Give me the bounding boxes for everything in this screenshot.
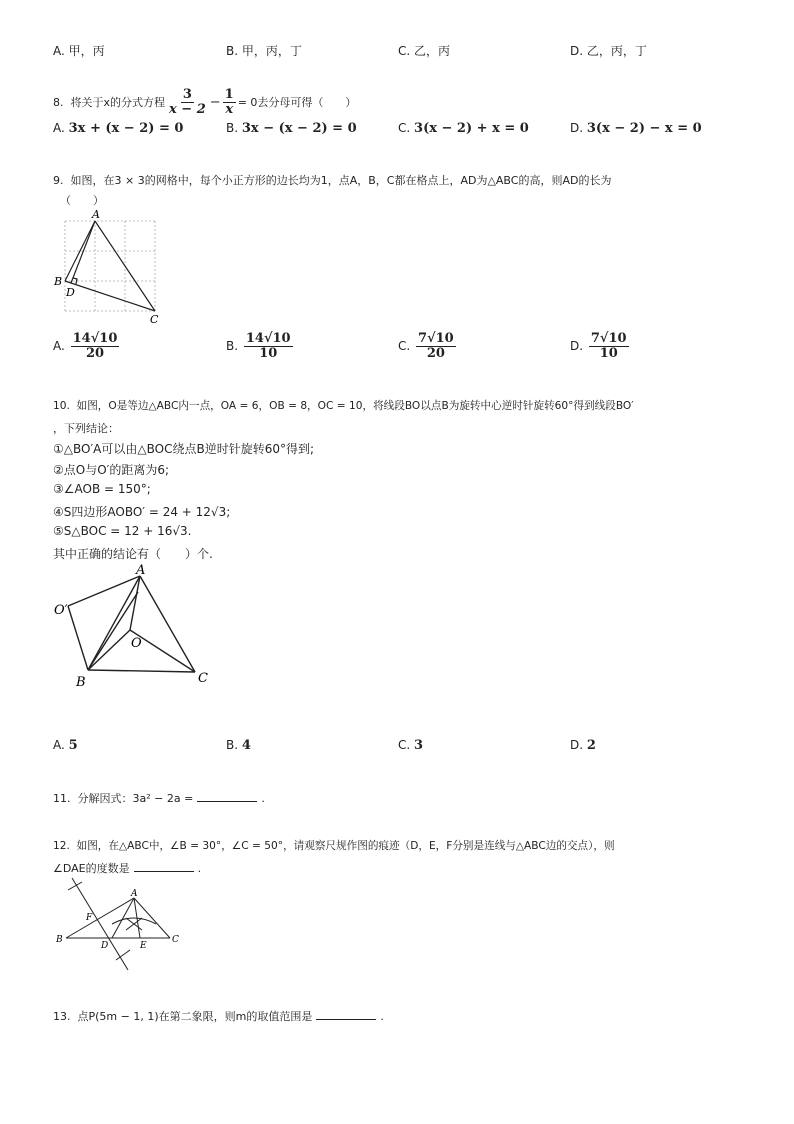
- fraction-numerator: 7√10: [418, 331, 454, 346]
- fraction-denominator: x: [225, 101, 234, 117]
- fraction-denominator: 20: [85, 345, 105, 361]
- q11-stem: [53, 790, 265, 806]
- q13-stem: [53, 1008, 384, 1024]
- option-label: A.: [53, 121, 65, 135]
- option-label: C.: [398, 121, 411, 135]
- q7-option-d[interactable]: [570, 42, 647, 59]
- label-c: C: [150, 313, 159, 326]
- option-label: B.: [226, 738, 239, 752]
- option-label: B.: [226, 121, 239, 135]
- answer-paren: （ ）: [60, 194, 104, 207]
- q13-answer-blank[interactable]: [316, 1009, 376, 1020]
- option-label: C.: [398, 44, 411, 58]
- q8-option-d[interactable]: [570, 121, 702, 136]
- option-text: 3: [414, 738, 424, 753]
- q8-stem-text: 将关于x的分式方程: [70, 96, 166, 110]
- option-text: 甲，丙: [68, 44, 105, 58]
- q10-option-b[interactable]: [226, 738, 251, 753]
- q8-fraction-2: [223, 88, 236, 116]
- option-label: D.: [570, 121, 584, 135]
- option-text: 5: [68, 738, 78, 753]
- q7-option-c[interactable]: [398, 42, 450, 59]
- q10-option-c[interactable]: [398, 738, 423, 753]
- q10-stem: [53, 398, 634, 413]
- option-text: 3x − (x − 2) = 0: [241, 121, 357, 136]
- q9-option-b[interactable]: [226, 332, 295, 360]
- q10-option-d[interactable]: [570, 738, 596, 753]
- label-d: D: [101, 941, 109, 951]
- minus-sign: −: [209, 94, 221, 110]
- q10-conclusion-2: ②点O与O′的距离为6;: [53, 463, 170, 477]
- label-f: F: [86, 913, 93, 923]
- q9-option-c[interactable]: [398, 332, 458, 360]
- q10-conclusion-4: ④S四边形AOBO′ = 24 + 12√3;: [53, 505, 231, 519]
- option-label: D.: [570, 738, 584, 752]
- q12-stem-text: 如图，在△ABC中，∠B = 30°，∠C = 50°，请观察尺规作图的痕迹（D，E，F分别是连线与△ABC边的交点），则: [76, 840, 615, 852]
- period: .: [261, 792, 265, 805]
- fraction-numerator: 14√10: [245, 331, 291, 346]
- label-d: D: [66, 286, 75, 299]
- question-number: 11.: [53, 792, 71, 805]
- option-label: A.: [53, 44, 65, 58]
- q8-option-c[interactable]: [398, 121, 529, 136]
- option-text: 3x + (x − 2) = 0: [68, 121, 184, 136]
- q9-grid-figure: [52, 208, 162, 326]
- label-e: E: [140, 941, 147, 951]
- label-c: C: [172, 935, 179, 945]
- option-text: 乙，丙，丁: [586, 44, 647, 58]
- triangle-abc: [65, 221, 155, 311]
- q9-option-a[interactable]: [53, 332, 121, 360]
- q9-stem: [53, 172, 611, 188]
- q8-stem: [53, 88, 356, 116]
- fraction-numerator: 3: [182, 87, 192, 102]
- fraction-numerator: 1: [224, 87, 234, 102]
- question-number: 9.: [53, 174, 64, 187]
- fraction-denominator: 10: [599, 345, 618, 361]
- label-a: A: [92, 208, 100, 221]
- q10-conclusion-5: ⑤S△BOC = 12 + 16√3.: [53, 524, 192, 538]
- label-b: B: [76, 675, 86, 690]
- q10-stem-tail: ，下列结论：: [53, 422, 119, 435]
- q12-stem: [53, 838, 615, 853]
- question-number: 13.: [53, 1010, 71, 1023]
- fraction-denominator: 10: [259, 345, 278, 361]
- label-o-prime: O′: [54, 603, 68, 618]
- q10-figure: [50, 560, 220, 695]
- option-text: 3(x − 2) − x = 0: [586, 121, 702, 136]
- period: .: [197, 862, 202, 875]
- option-label: C.: [398, 738, 411, 752]
- fraction-numerator: 7√10: [590, 331, 627, 346]
- fraction-numerator: 14√10: [72, 331, 118, 346]
- q12-figure-lines: [66, 878, 170, 970]
- q10-conclusion-1: ①△BO′A可以由△BOC绕点B逆时针旋转60°得到;: [53, 442, 315, 456]
- q12-stem-line2: [53, 860, 201, 876]
- option-label: A.: [53, 339, 65, 354]
- option-label: D.: [570, 339, 584, 354]
- q8-stem-tail: = 0去分母可得（ ）: [237, 96, 357, 110]
- q7-option-b[interactable]: [226, 42, 302, 59]
- q10-stem-text: 如图，O是等边△ABC内一点，OA = 6，OB = 8，OC = 10，将线段BO以点B为旋转中心逆时针旋转60°得到线段BO′: [76, 400, 634, 412]
- q13-stem-text: 点P(5m − 1, 1)在第二象限，则m的取值范围是: [77, 1010, 313, 1023]
- q11-answer-blank[interactable]: [197, 791, 257, 802]
- label-c: C: [198, 671, 208, 686]
- label-b: B: [56, 935, 63, 945]
- option-label: B.: [226, 44, 239, 58]
- option-label: C.: [398, 339, 411, 354]
- q7-option-a[interactable]: [53, 42, 105, 59]
- fraction-denominator: x − 2: [169, 101, 206, 117]
- q10-conclusion-3: ③∠AOB = 150°;: [53, 482, 151, 496]
- q10-question: 其中正确的结论有（ ）个.: [53, 547, 213, 561]
- q8-option-b[interactable]: [226, 121, 357, 136]
- label-a: A: [136, 563, 146, 578]
- question-number: 12.: [53, 840, 70, 852]
- grid-lines: [65, 221, 155, 311]
- q12-answer-blank[interactable]: [134, 861, 194, 872]
- option-text: 2: [586, 738, 596, 753]
- option-label: B.: [226, 339, 239, 354]
- q8-option-a[interactable]: [53, 121, 183, 136]
- option-text: 3(x − 2) + x = 0: [414, 121, 529, 136]
- fraction-denominator: 20: [426, 345, 445, 361]
- q10-option-a[interactable]: [53, 738, 78, 753]
- option-text: 甲，丙，丁: [241, 44, 302, 58]
- label-a: A: [131, 889, 138, 899]
- option-label: D.: [570, 44, 584, 58]
- q9-stem-text: 如图，在3 × 3的网格中，每个小正方形的边长均为1，点A，B，C都在格点上，AD为△ABC的高，则AD的长为: [70, 174, 612, 187]
- q12-figure: [52, 876, 182, 974]
- label-b: B: [54, 275, 63, 288]
- q12-stem-tail: ∠DAE的度数是: [53, 862, 130, 875]
- option-label: A.: [53, 738, 65, 752]
- option-text: 乙，丙: [414, 44, 451, 58]
- question-number: 8.: [53, 95, 64, 109]
- label-o: O: [131, 636, 142, 651]
- question-number: 10.: [53, 400, 70, 412]
- q9-option-d[interactable]: [570, 332, 631, 360]
- q10-figure-lines: [68, 576, 195, 672]
- period: .: [380, 1010, 384, 1023]
- option-text: 4: [241, 738, 251, 753]
- q11-stem-text: 分解因式：3a² − 2a =: [77, 792, 194, 805]
- q8-fraction-1: [167, 88, 208, 116]
